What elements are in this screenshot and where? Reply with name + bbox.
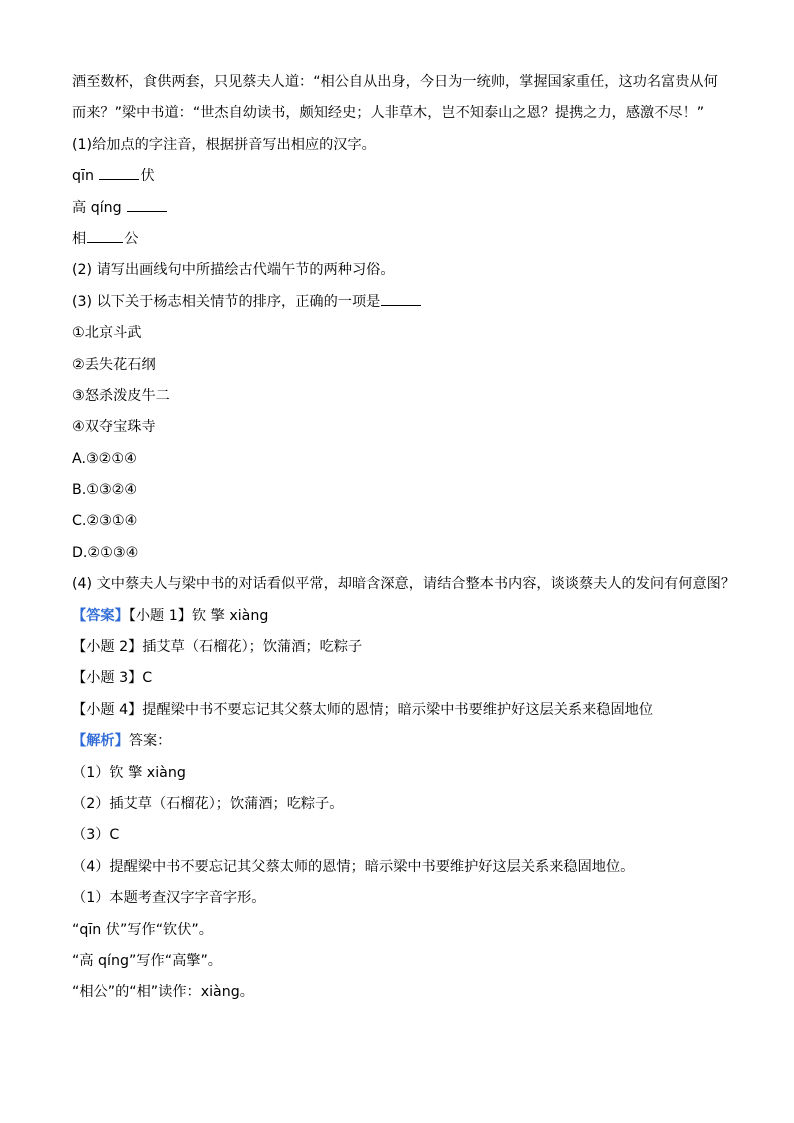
answer-tag: 【答案】 [72, 607, 129, 624]
question-3-event: ①北京斗武 [72, 325, 142, 342]
answer-blank[interactable] [381, 291, 421, 306]
question-1-item-1 [72, 161, 724, 192]
answer-blank[interactable] [127, 197, 167, 212]
question-1-item-2 [72, 193, 724, 224]
question-1-prompt: (1)给加点的字注音，根据拼音写出相应的汉字。 [72, 136, 376, 153]
analysis-line: “高 qíng”写作“高擎”。 [72, 952, 222, 969]
answer-line-1 [72, 601, 724, 632]
question-3-event: ③怒杀泼皮牛二 [72, 387, 170, 404]
passage-line-2: 而来？”梁中书道：“世杰自幼读书，颇知经史；人非草木，岂不知泰山之恩？提携之力，感激不尽！” [72, 105, 705, 122]
answer-3: 【小题 3】C [72, 670, 153, 687]
item-text: 高 qíng [72, 199, 127, 216]
analysis-line: （4）提醒梁中书不要忘记其父蔡太师的恩情；暗示梁中书要维护好这层关系来稳固地位。 [72, 858, 635, 875]
question-3-option-d: D.②①③④ [72, 544, 139, 561]
analysis-line: （1）本题考查汉字字音字形。 [72, 890, 266, 907]
question-3-prompt-line [72, 287, 724, 318]
item-text: 相 [72, 230, 87, 247]
question-2-prompt: (2) 请写出画线句中所描绘古代端午节的两种习俗。 [72, 262, 395, 279]
question-3-event: ②丢失花石纲 [72, 356, 156, 373]
analysis-line: “相公”的“相”读作：xiàng。 [72, 984, 254, 1001]
analysis-intro: 答案： [128, 733, 172, 750]
analysis-line: （1）钦 擎 xiàng [72, 764, 186, 781]
question-4-prompt: (4) 文中蔡夫人与梁中书的对话看似平常，却暗含深意，请结合整本书内容，谈谈蔡夫人的发问有何意图？ [72, 576, 736, 593]
analysis-line-1 [72, 726, 724, 757]
analysis-tag: 【解析】 [72, 733, 129, 750]
analysis-line: “qīn 伏”写作“钦伏”。 [72, 921, 213, 938]
question-3-event: ④双夺宝珠寺 [72, 419, 156, 436]
answer-4: 【小题 4】提醒梁中书不要忘记其父蔡太师的恩情；暗示梁中书要维护好这层关系来稳固地位 [72, 701, 654, 718]
question-3-option-b: B.①③②④ [72, 482, 138, 499]
passage-line-1: 酒至数杯，食供两套，只见蔡夫人道：“相公自从出身，今日为一统帅，掌握国家重任，这功名富贵从何 [72, 74, 718, 90]
item-text: 公 [124, 230, 139, 247]
document-page [72, 67, 736, 1009]
question-1-item-3 [72, 224, 724, 255]
answer-blank[interactable] [99, 165, 139, 180]
answer-2: 【小题 2】插艾草（石榴花）；饮蒲酒；吃粽子 [72, 639, 363, 656]
question-3-option-a: A.③②①④ [72, 450, 137, 467]
analysis-line: （3）C [72, 827, 120, 844]
answer-blank[interactable] [87, 228, 123, 243]
item-text: qīn [72, 168, 99, 185]
question-3-option-c: C.②③①④ [72, 513, 138, 530]
analysis-line: （2）插艾草（石榴花）；饮蒲酒；吃粽子。 [72, 795, 344, 812]
question-3-prompt: (3) 以下关于杨志相关情节的排序，正确的一项是 [72, 293, 381, 310]
item-text: 伏 [140, 168, 155, 185]
answer-1: 【小题 1】钦 擎 xiàng [128, 607, 269, 624]
